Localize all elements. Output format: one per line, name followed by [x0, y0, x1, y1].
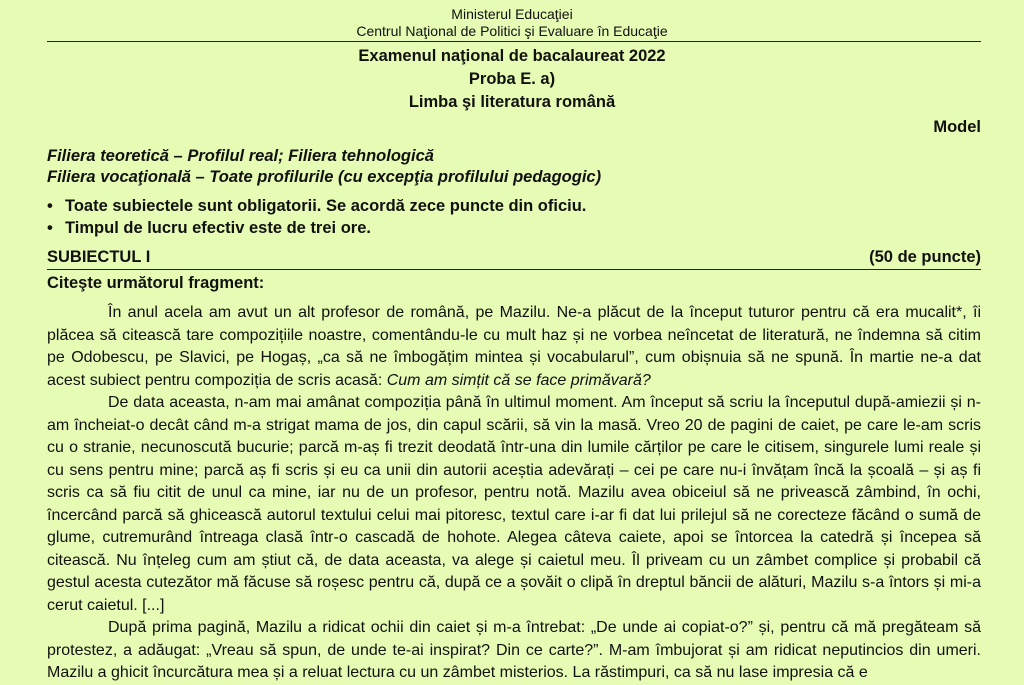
rule-item — [47, 196, 586, 216]
ministry-name: Ministerul Educaţiei — [451, 6, 573, 22]
rule-item — [47, 218, 371, 238]
section-title: SUBIECTUL I — [47, 248, 151, 266]
rule-text: Timpul de lucru efectiv este de trei ore. — [65, 219, 371, 237]
filiera-line-1: Filiera teoretică – Profilul real; Filiera tehnologică — [47, 147, 434, 165]
section-divider — [47, 269, 981, 270]
subject-title: Limba şi literatura română — [408, 93, 616, 111]
fragment-paragraph — [47, 302, 981, 392]
section-instruction: Citeşte următorul fragment: — [47, 274, 265, 292]
filiera-line-2: Filiera vocaţională – Toate profilurile (cu excepţia profilului pedagogic) — [47, 168, 602, 186]
section-points: (50 de puncte) — [869, 248, 981, 266]
fragment-paragraph: De data aceasta, n-am mai amânat compoziția până în ultimul moment. Am început să scriu la începutul după-amiezii și n-am încheiat-o decât când m-a strigat mama de jos, din capul scării, să vin la masă. Vreo 20 de pagini de caiet, pe care le-am scris cu o stranie, necunoscută bucurie; parcă m-aș fi trezit deodată într-una din lumile cărților pe care le citisem, singurele lumi reale și cu sens pentru mine; parcă aș fi scris și eu ca unii din autorii aceștia adevărați – cei pe care nu-i învățam încă la școală – și aș fi scris ca să fiu citit de unul ca mine, iar nu de un profesor, pentru notă. Mazilu avea obiceiul să ne privească zâmbind, în ochi, încercând parcă să ghicească autorul textului celui mai pitoresc, textul care i-ar fi dat lui prilejul să ne corecteze făcând o sumă de glume, cutremurând întreaga clasă într-o cascadă de hohote. Alegea câteva caiete, apoi se întorcea la catedră și începea să citească. Nu înțeleg cum am știut că, de data aceasta, va alege și caietul meu. Îl priveam cu un zâmbet complice și probabil că gestul acesta cutezător mă făcuse să roșesc pentru că, după ce a șovăit o clipă în dreptul băncii de alături, Mazilu s-a întors și mi-a cerut caietul. [...] — [47, 394, 981, 614]
fragment-text — [47, 302, 981, 685]
fragment-paragraph: După prima pagină, Mazilu a ridicat ochii din caiet și m-a întrebat: „De unde ai copiat-o?” și, pentru că mă pregăteam să protestez, a adăugat: „Vreau să spun, de unde te-ai inspirat? Din ce carte?”. M-am îmbujorat și am ridicat neputincios din umeri. Mazilu a ghicit încurcătura mea și a reluat lectura cu un zâmbet misterios. La răstimpuri, ca să nu lase impresia că e — [47, 619, 981, 681]
proba-label: Proba E. a) — [468, 70, 556, 88]
model-label: Model — [933, 118, 981, 136]
bullet-icon: • — [47, 197, 53, 215]
exam-title: Examenul naţional de bacalaureat 2022 — [358, 47, 666, 65]
center-name: Centrul Naţional de Politici şi Evaluare în Educaţie — [356, 23, 668, 39]
rule-text: Toate subiectele sunt obligatorii. Se acordă zece puncte din oficiu. — [65, 197, 587, 215]
italic-subject: Cum am simțit că se face primăvară? — [386, 371, 651, 389]
header-divider — [47, 41, 981, 42]
section-header — [47, 247, 981, 267]
bullet-icon: • — [47, 219, 53, 237]
paragraph-text: În anul acela am avut un alt profesor de română, pe Mazilu. Ne-a plăcut de la început tuturor pentru că era mucalit*, îi plăcea să citească tare compozițiile noastre, comentându-le cu mult haz și ne vorbea neîncetat de literatură, ne îndemna să citim pe Odobescu, pe Slavici, pe Hogaș, „ca să ne îmbogățim mintea și vocabularul”, cum obișnuia să ne spună. În martie ne-a dat acest subiect pentru compoziția de scris acasă: — [47, 304, 981, 389]
